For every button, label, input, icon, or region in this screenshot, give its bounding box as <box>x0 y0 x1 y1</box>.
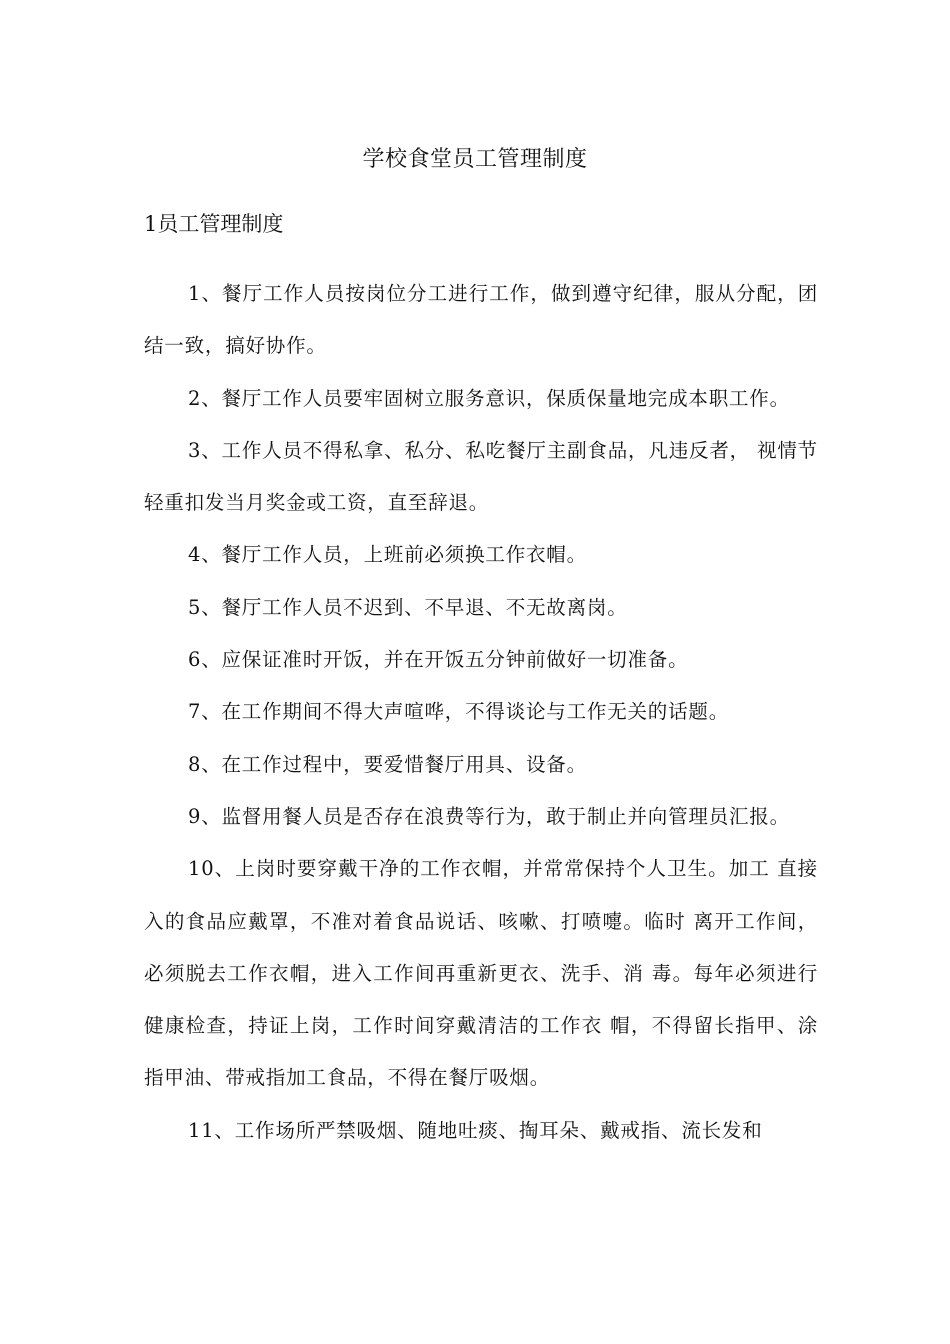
document-title: 学校食堂员工管理制度 <box>362 147 588 172</box>
paragraph-10: 10、上岗时要穿戴干净的工作衣帽，并常常保持个人卫生。加工 直接入的食品应戴罩，不准对着食品说话、咳嗽、打喷嚏。临时 离开工作间，必须脱去工作衣帽，进入工作间再重新更衣、洗手、消 毒。每年必须进行健康检查，持证上岗，工作时间穿戴清洁的工作衣 帽，不得留长指甲、涂指甲油、带戒指加工食品，不得在餐厅吸烟。 <box>144 857 818 1090</box>
paragraph-2: 2、餐厅工作人员要牢固树立服务意识，保质保量地完成本职工作。 <box>188 386 790 410</box>
paragraph-11: 11、工作场所严禁吸烟、随地吐痰、掏耳朵、戴戒指、流长发和 <box>188 1118 763 1142</box>
paragraph-6: 6、应保证准时开饭，并在开饭五分钟前做好一切准备。 <box>188 648 689 672</box>
document-body <box>144 268 818 1157</box>
paragraph-7: 7、在工作期间不得大声喧哗，不得谈论与工作无关的话题。 <box>188 700 730 724</box>
paragraph-1: 1、餐厅工作人员按岗位分工进行工作，做到遵守纪律，服从分配，团结一致，搞好协作。 <box>144 282 818 358</box>
paragraph-5: 5、餐厅工作人员不迟到、不早退、不无故离岗。 <box>188 595 628 619</box>
paragraph-4: 4、餐厅工作人员，上班前必须换工作衣帽。 <box>188 543 587 567</box>
paragraph-9: 9、监督用餐人员是否存在浪费等行为，敢于制止并向管理员汇报。 <box>188 804 790 828</box>
paragraph-8: 8、在工作过程中，要爱惜餐厅用具、设备。 <box>188 752 587 776</box>
paragraph-3: 3、工作人员不得私拿、私分、私吃餐厅主副食品，凡违反者， 视情节轻重扣发当月奖金或工资，直至辞退。 <box>144 438 818 515</box>
section-heading: 1员工管理制度 <box>144 212 284 236</box>
